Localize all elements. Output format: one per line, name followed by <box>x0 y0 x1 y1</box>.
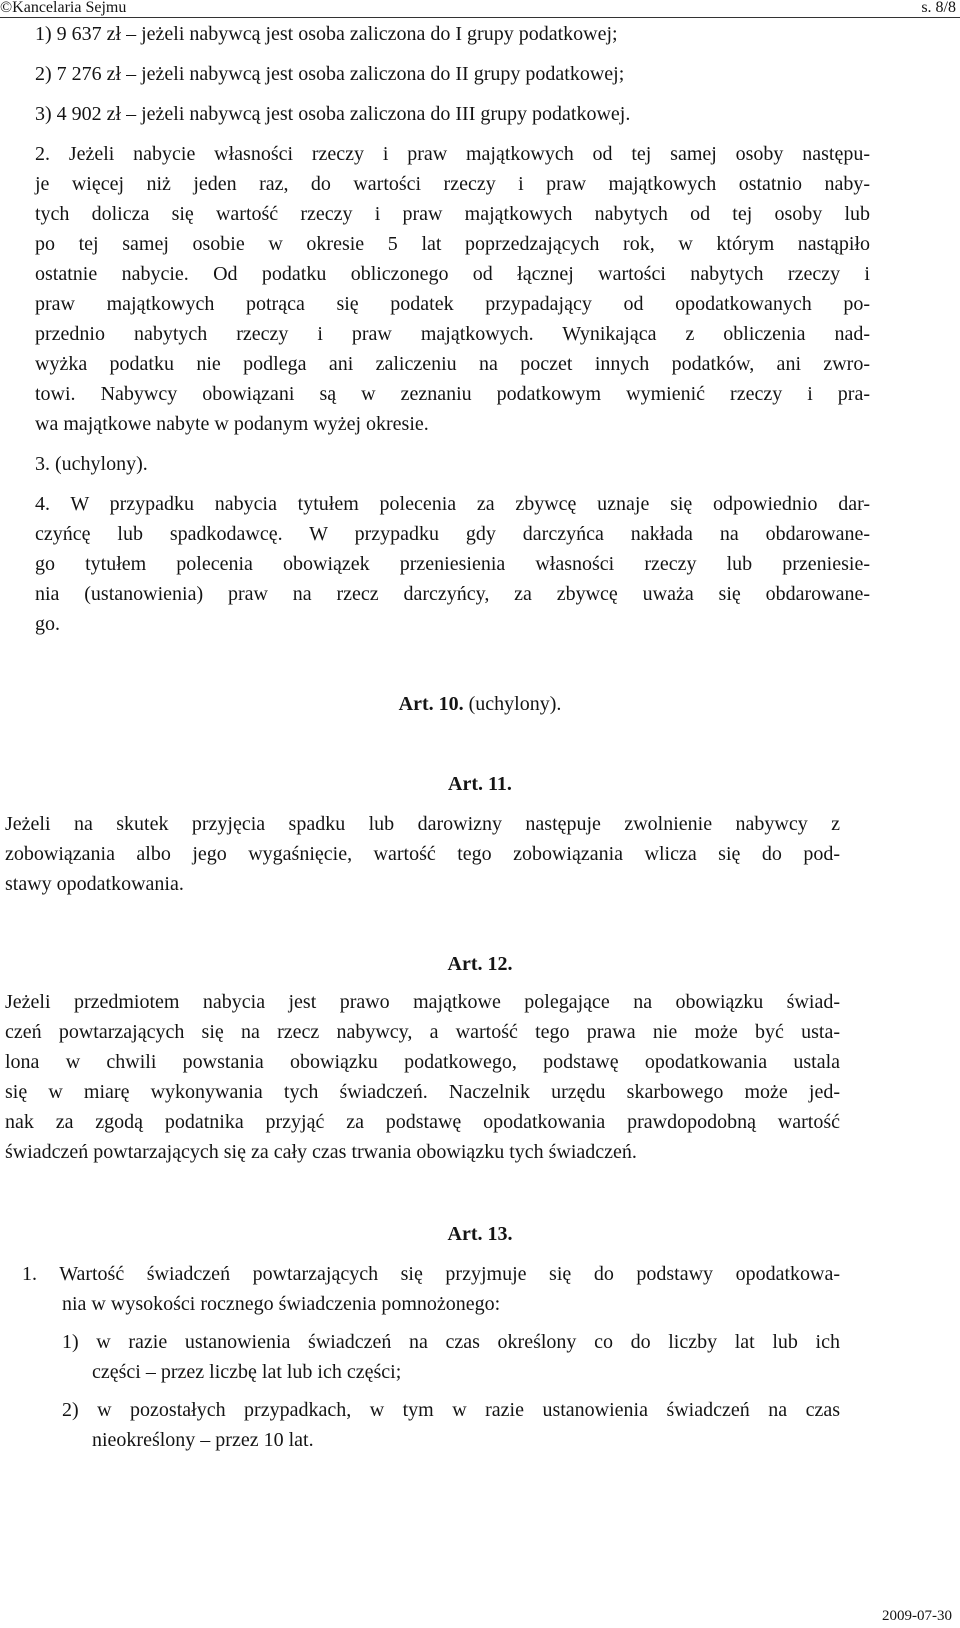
article-12-line: się w miarę wykonywania tych świadczeń. Naczelnik urzędu skarbowego może jed- <box>5 1081 840 1103</box>
article-10-note: (uchylony). <box>463 693 562 715</box>
paragraph-line: 4. W przypadku nabycia tytułem polecenia za zbywcę uznaje się odpowiednio dar- <box>35 493 870 515</box>
header-page-number: s. 8/8 <box>921 0 956 16</box>
paragraph-repealed: 3. (uchylony). <box>35 453 148 475</box>
list-item: 3) 4 902 zł – jeżeli nabywcą jest osoba zaliczona do III grupy podatkowej. <box>35 103 631 125</box>
article-12-line: czeń powtarzających się na rzecz nabywcy, a wartość tego prawa nie może być usta- <box>5 1021 840 1043</box>
list-item: 1) 9 637 zł – jeżeli nabywcą jest osoba zaliczona do I grupy podatkowej; <box>35 23 618 45</box>
paragraph-line: czyńcę lub spadkodawcę. W przypadku gdy darczyńca nakłada na obdarowane- <box>35 523 870 545</box>
page-header <box>0 0 960 20</box>
article-12-title: Art. 12. <box>447 953 513 975</box>
paragraph-line: je więcej niż jeden raz, do wartości rzeczy i praw majątkowych ostatnio naby- <box>35 173 870 195</box>
article-11-line: Jeżeli na skutek przyjęcia spadku lub darowizny następuje zwolnienie nabywcy z <box>5 813 840 835</box>
paragraph-line: towi. Nabywcy obowiązani są w zeznaniu podatkowym wymienić rzeczy i pra- <box>35 383 870 405</box>
article-10-title: Art. 10. <box>398 693 464 715</box>
paragraph-line: wyżka podatku nie podlega ani zaliczeniu na poczet innych podatków, ani zwro- <box>35 353 870 375</box>
footer-date: 2009-07-30 <box>882 1608 952 1624</box>
paragraph-line: nia (ustanowienia) praw na rzecz darczyńcy, za zbywcę uważa się obdarowane- <box>35 583 870 605</box>
paragraph-line: przednio nabytych rzeczy i praw majątkowych. Wynikająca z obliczenia nad- <box>35 323 870 345</box>
paragraph-line: tych dolicza się wartość rzeczy i praw majątkowych nabytych od tej osoby lub <box>35 203 870 225</box>
article-13-list-item: 2) w pozostałych przypadkach, w tym w razie ustanowienia świadczeń na czas <box>62 1399 840 1421</box>
header-rule <box>0 17 960 18</box>
article-11-title: Art. 11. <box>448 773 512 795</box>
paragraph-line: 2. Jeżeli nabycie własności rzeczy i praw majątkowych od tej samej osoby następu- <box>35 143 870 165</box>
paragraph-line: praw majątkowych potrąca się podatek przypadający od opodatkowanych po- <box>35 293 870 315</box>
article-12-line: świadczeń powtarzających się za cały czas trwania obowiązku tych świadczeń. <box>5 1141 637 1163</box>
paragraph-line: go tytułem polecenia obowiązek przeniesienia własności rzeczy lub przeniesie- <box>35 553 870 575</box>
article-13-list-item: 1) w razie ustanowienia świadczeń na czas określony co do liczby lat lub ich <box>62 1331 840 1353</box>
article-11-line: zobowiązania albo jego wygaśnięcie, wartość tego zobowiązania wlicza się do pod- <box>5 843 840 865</box>
article-12-line: nak za zgodą podatnika przyjąć za podstawę opodatkowania prawdopodobną wartość <box>5 1111 840 1133</box>
header-source: ©Kancelaria Sejmu <box>0 0 127 16</box>
article-13-line: 1. Wartość świadczeń powtarzających się przyjmuje się do podstawy opodatkowa- <box>22 1263 840 1285</box>
paragraph-line: go. <box>35 613 60 635</box>
article-11-line: stawy opodatkowania. <box>5 873 184 895</box>
paragraph-line: ostatnie nabycie. Od podatku obliczonego od łącznej wartości nabytych rzeczy i <box>35 263 870 285</box>
list-item: 2) 7 276 zł – jeżeli nabywcą jest osoba zaliczona do II grupy podatkowej; <box>35 63 625 85</box>
article-13-list-item: części – przez liczbę lat lub ich części; <box>92 1361 402 1383</box>
paragraph-line: wa majątkowe nabyte w podanym wyżej okresie. <box>35 413 429 435</box>
article-10-heading <box>0 692 960 716</box>
article-13-line: nia w wysokości rocznego świadczenia pomnożonego: <box>62 1293 501 1315</box>
article-13-title: Art. 13. <box>447 1223 513 1245</box>
article-12-line: Jeżeli przedmiotem nabycia jest prawo majątkowe polegające na obowiązku świad- <box>5 991 840 1013</box>
paragraph-line: po tej samej osobie w okresie 5 lat poprzedzających rok, w którym nastąpiło <box>35 233 870 255</box>
article-12-line: lona w chwili powstania obowiązku podatkowego, podstawę opodatkowania ustala <box>5 1051 840 1073</box>
article-13-list-item: nieokreślony – przez 10 lat. <box>92 1429 314 1451</box>
